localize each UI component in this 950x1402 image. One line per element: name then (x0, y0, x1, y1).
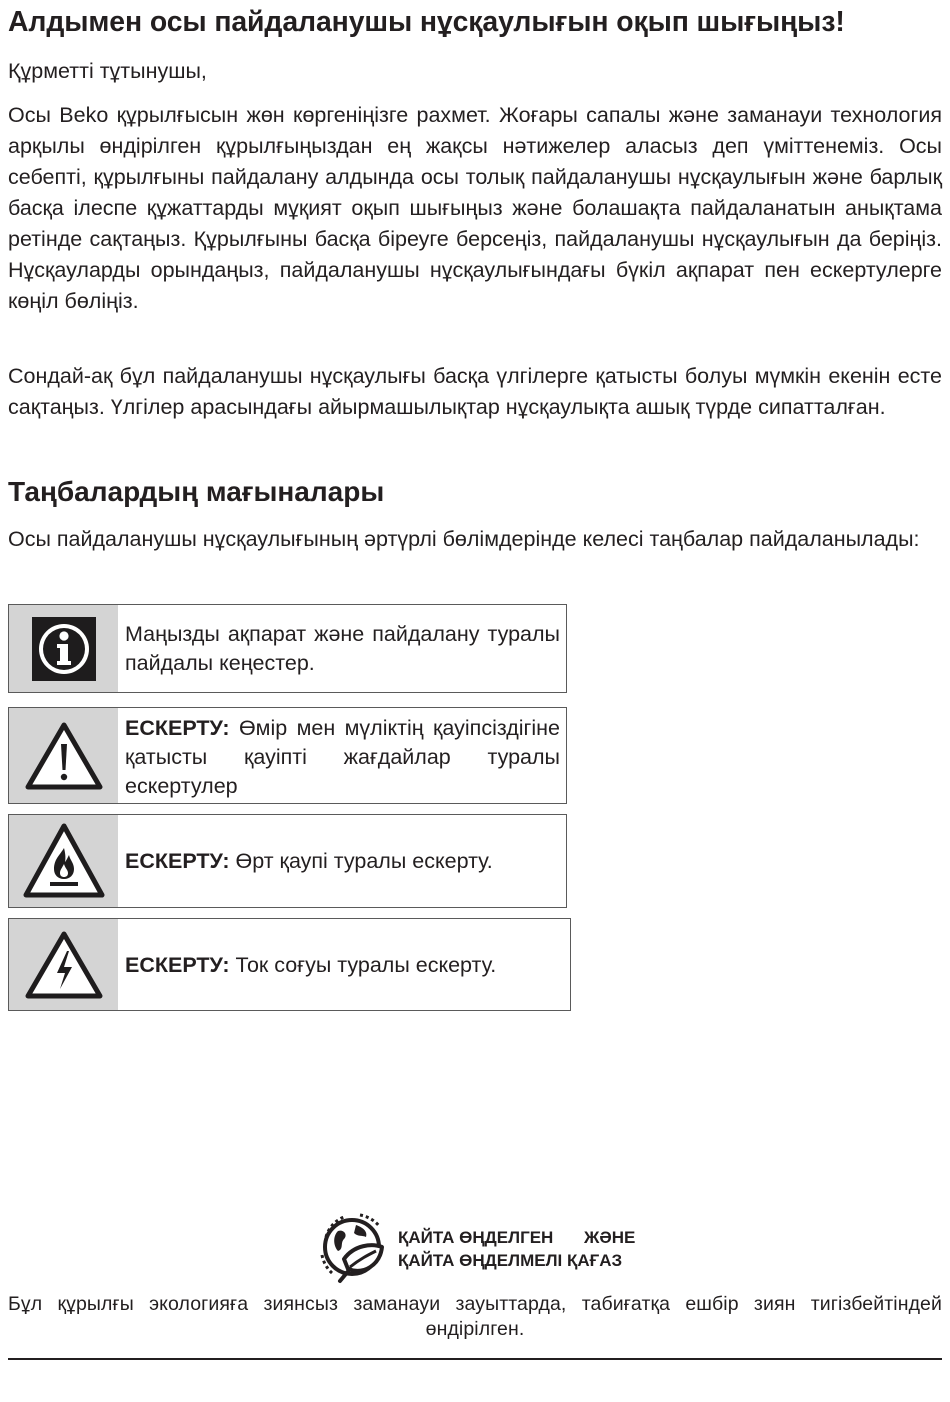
recycled-globe-leaf-icon (314, 1207, 390, 1289)
warning-label: ЕСКЕРТУ: (125, 849, 230, 873)
symbol-row-fire (8, 814, 567, 908)
symbol-row-electric (8, 918, 571, 1011)
info-icon (9, 605, 118, 692)
symbol-fire-text: ЕСКЕРТУ: Өрт қаупі туралы ескерту. (125, 849, 493, 873)
symbols-intro: Осы пайдаланушы нұсқаулығының әртүрлі бөлімдерінде келесі таңбалар пайдаланылады: (8, 527, 920, 551)
eco-footer-note: Бұл құрылғы экологияға зиянсыз заманауи зауыттарда, табиғатқа ешбір зиян тигізбейтіндей өндірілген. (8, 1293, 942, 1340)
warning-label: ЕСКЕРТУ: (125, 716, 230, 740)
recycle-label-line2: ҚАЙТА ӨҢДЕЛМЕЛІ ҚАҒАЗ (398, 1251, 623, 1270)
symbols-heading: Таңбалардың мағыналары (8, 476, 385, 507)
warning-exclamation-icon (9, 708, 118, 803)
symbol-warning-text: ЕСКЕРТУ: Өмір мен мүліктің қауіпсіздігіне қатысты қауіпті жағдайлар туралы ескертулер (125, 716, 560, 798)
symbol-row-warning (8, 707, 567, 804)
electric-shock-warning-icon (9, 919, 118, 1010)
intro-paragraph: Осы Beko құрылғысын жөн көргеніңізге рахмет. Жоғары сапалы және заманауи технология арқылы өндірілген құрылғыңыздан ең жақсы нәтижелер аласыз деп үміттенеміз. Осы себепті, құрылғыны пайдалану алдында осы толық пайдаланушы нұсқаулығын және барлық басқа ілеспе құжаттарды мұқият оқып шығыңыз және болашақта пайдаланатын анықтама ретінде сақтаңыз. Құрылғыны басқа біреуге берсеңіз, пайдаланушы нұсқаулығын да беріңіз. Нұсқауларды орындаңыз, пайдаланушы нұсқаулығындағы бүкіл ақпарат пен ескертулерге көңіл бөліңіз. (8, 103, 942, 313)
symbol-row-info (8, 604, 567, 693)
models-note-paragraph: Сондай-ақ бұл пайдаланушы нұсқаулығы басқа үлгілерге қатысты болуы мүмкін екенін есте сақтаңыз. Үлгілер арасындағы айырмашылықтар нұсқаулықта ашық түрде сипатталған. (8, 364, 942, 419)
fire-warning-icon (9, 815, 118, 907)
symbol-info-text: Маңызды ақпарат және пайдалану туралы пайдалы кеңестер. (125, 622, 560, 675)
warning-label: ЕСКЕРТУ: (125, 953, 230, 977)
recycle-label-line1: ҚАЙТА ӨҢДЕЛГЕН (398, 1228, 554, 1247)
symbol-electric-text: ЕСКЕРТУ: Ток соғуы туралы ескерту. (125, 953, 497, 977)
recycled-paper-badge (314, 1205, 644, 1287)
recycle-label-and: ЖӘНЕ (584, 1228, 636, 1247)
bottom-divider (8, 1358, 942, 1360)
greeting: Құрметті тұтынушы, (8, 59, 207, 83)
page-title: Алдымен осы пайдаланушы нұсқаулығын оқып шығыңыз! (8, 6, 845, 38)
